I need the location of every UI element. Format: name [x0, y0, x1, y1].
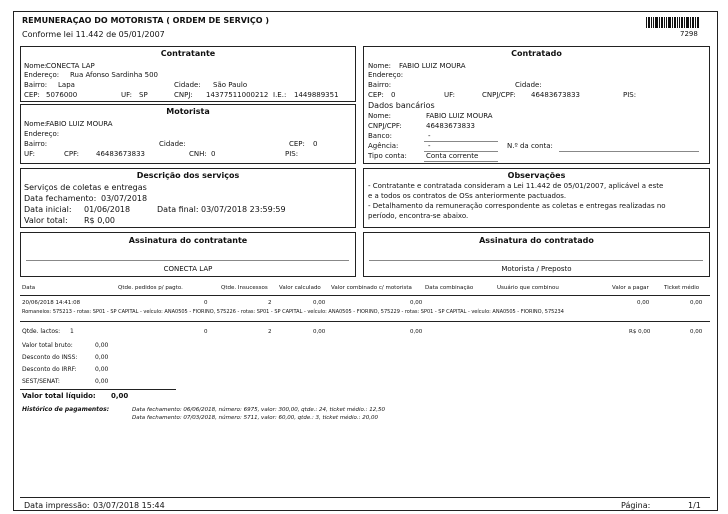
observacoes-heading: Observações — [507, 171, 566, 180]
motorista-cpf-label: CPF: — [64, 150, 79, 158]
contratado-cidade-label: Cidade: — [515, 81, 542, 89]
contratante-cep: 5076000 — [46, 91, 78, 99]
agencia-value: - — [428, 142, 431, 150]
tipo-conta-label: Tipo conta: — [368, 152, 407, 160]
valor-total-value: R$ 0,00 — [84, 216, 116, 225]
motorista-bairro-label: Bairro: — [24, 140, 48, 148]
row-insucessos: 2 — [268, 300, 272, 306]
motorista-cnh-label: CNH: — [189, 150, 207, 158]
bancario-cnpj-label: CNPJ/CPF: — [368, 122, 402, 130]
motorista-cep: 0 — [313, 140, 318, 148]
banco-label: Banco: — [368, 132, 393, 140]
descricao-heading: Descrição dos serviços — [136, 171, 240, 180]
totals-ticket: 0,00 — [690, 329, 703, 335]
data-inicial-value: 01/06/2018 — [84, 205, 131, 214]
assinatura-contratante-line — [26, 260, 349, 261]
banco-underline — [424, 141, 498, 142]
data-impressao-value: 03/07/2018 15:44 — [93, 501, 165, 510]
contratante-bairro: Lapa — [58, 81, 75, 89]
inss-value: 0,00 — [95, 354, 109, 361]
contratante-heading: Contratante — [160, 49, 216, 58]
totals-pedidos: 0 — [204, 329, 208, 335]
inss-label: Desconto do INSS: — [22, 354, 78, 361]
observacao-line-2: e a todos os contratos de OSs anteriormente pactuados. — [368, 192, 567, 200]
col-combinado: Valor combinado c/ motorista — [331, 285, 412, 291]
contratante-bairro-label: Bairro: — [24, 81, 48, 89]
historico-line-2: Data fechamento: 07/03/2018, número: 5711, valor: 60,00, qtde.: 3, ticket médio.: 20,00 — [132, 415, 378, 421]
pagina-value: 1/1 — [688, 501, 701, 510]
contratado-heading: Contratado — [511, 49, 562, 58]
motorista-cpf: 46483673833 — [96, 150, 145, 158]
contratante-ie: 1449889351 — [294, 91, 339, 99]
motorista-pis-label: PIS: — [285, 150, 299, 158]
contratado-cep-label: CEP: — [368, 91, 384, 99]
irrf-value: 0,00 — [95, 366, 109, 373]
assinatura-contratado-line — [369, 260, 703, 261]
contratante-nome-label: Nome: — [24, 62, 48, 70]
contratante-uf-label: UF: — [121, 91, 132, 99]
data-final-value: 03/07/2018 23:59:59 — [201, 205, 286, 214]
contratado-cnpj-cpf-label: CNPJ/CPF: — [482, 91, 516, 99]
bancario-nome-label: Nome: — [368, 112, 392, 120]
conta-label: N.º da conta: — [507, 142, 553, 150]
col-ticket: Ticket médio — [664, 285, 700, 291]
table-row-divider — [20, 321, 710, 322]
row-pedidos: 0 — [204, 300, 208, 306]
pagina-label: Página: — [621, 501, 651, 510]
document-title: REMUNERAÇAO DO MOTORISTA ( ORDEM DE SERVIÇO ) — [22, 16, 270, 25]
contratante-nome: CONECTA LAP — [46, 62, 95, 70]
row-romaneios: Romaneios: 575213 - rotas: SP01 - SP CAPITAL - veículo: ANA0505 - FIORINO, 575226 - rotas: SP01 - SP CAPITAL - veículo: ANA0505 - FIORINO, 575229 - rotas: SP01 - SP CAPITAL - veículo: ANA0505 - FIORINO, 575234 — [22, 309, 564, 315]
assinatura-contratante-heading: Assinatura do contratante — [128, 236, 248, 245]
bruto-label: Valor total bruto: — [22, 342, 73, 349]
footer-divider — [20, 497, 710, 498]
col-usuario: Usuário que combinou — [497, 285, 559, 291]
fechamento-value: 03/07/2018 — [101, 194, 148, 203]
bancario-cnpj: 46483673833 — [426, 122, 475, 130]
motorista-nome: FABIO LUIZ MOURA — [46, 120, 113, 128]
historico-line-1: Data fechamento: 06/06/2018, número: 6975, valor: 300,00, qtde.: 24, ticket médio.: 12,50 — [132, 407, 385, 413]
totals-combinado: 0,00 — [410, 329, 423, 335]
contratante-endereco-label: Endereço: — [24, 71, 60, 79]
document-number: 7298 — [680, 30, 698, 38]
liquido-label: Valor total líquido: — [22, 392, 96, 400]
motorista-cidade-label: Cidade: — [159, 140, 186, 148]
col-data: Data — [22, 285, 36, 291]
assinatura-contratante-name: CONECTA LAP — [163, 265, 213, 273]
contratante-cidade: São Paulo — [213, 81, 248, 89]
sest-label: SEST/SENAT: — [22, 378, 60, 385]
assinatura-contratado-name: Motorista / Preposto — [501, 265, 572, 273]
assinatura-contratado-heading: Assinatura do contratado — [479, 236, 594, 245]
motorista-uf-label: UF: — [24, 150, 35, 158]
contratante-cnpj: 14377511000212 — [206, 91, 269, 99]
tipo-conta-value: Conta corrente — [426, 152, 479, 160]
bancario-nome: FABIO LUIZ MOURA — [426, 112, 493, 120]
historico-label: Histórico de pagamentos: — [22, 406, 110, 413]
motorista-endereco-label: Endereço: — [24, 130, 60, 138]
totals-calculado: 0,00 — [313, 329, 326, 335]
agencia-underline — [424, 151, 498, 152]
motorista-nome-label: Nome: — [24, 120, 48, 128]
contratado-nome-label: Nome: — [368, 62, 392, 70]
servicos-text: Serviços de coletas e entregas — [24, 183, 147, 192]
contratado-pis-label: PIS: — [623, 91, 637, 99]
col-calculado: Valor calculado — [279, 285, 321, 291]
data-impressao-label: Data impressão: — [24, 501, 90, 510]
row-ticket: 0,00 — [690, 300, 703, 306]
bruto-value: 0,00 — [95, 342, 109, 349]
fechamento-label: Data fechamento: — [24, 194, 97, 203]
contratante-uf: SP — [139, 91, 148, 99]
table-header-divider — [20, 295, 710, 296]
tipo-conta-underline — [424, 161, 498, 162]
totals-insucessos: 2 — [268, 329, 272, 335]
banco-value: - — [428, 132, 431, 140]
document-subtitle: Conforme lei 11.442 de 05/01/2007 — [22, 30, 165, 39]
totals-label: Qtde. lactos: — [22, 328, 61, 335]
barcode — [646, 17, 700, 28]
row-calculado: 0,00 — [313, 300, 326, 306]
contratante-endereco: Rua Afonso Sardinha 500 — [70, 71, 159, 79]
summary-divider — [20, 389, 176, 390]
contratante-cep-label: CEP: — [24, 91, 40, 99]
row-pagar: 0,00 — [637, 300, 650, 306]
observacao-line-4: período, encontra-se abaixo. — [368, 212, 469, 220]
contratado-cnpj-cpf: 46483673833 — [531, 91, 580, 99]
contratado-nome: FABIO LUIZ MOURA — [399, 62, 466, 70]
motorista-heading: Motorista — [166, 107, 210, 116]
contratado-cep: 0 — [391, 91, 396, 99]
data-inicial-label: Data inicial: — [24, 205, 72, 214]
conta-underline — [559, 151, 699, 152]
data-final-label: Data final: — [157, 205, 199, 214]
motorista-cnh: 0 — [211, 150, 216, 158]
totals-pagar: R$ 0,00 — [629, 329, 651, 335]
dados-bancarios-heading: Dados bancários — [368, 101, 435, 110]
totals-count: 1 — [70, 328, 74, 335]
irrf-label: Desconto do IRRF: — [22, 366, 77, 373]
row-data: 20/06/2018 14:41:08 — [22, 300, 81, 306]
col-valor-pagar: Valor a pagar — [612, 285, 649, 291]
contratante-cidade-label: Cidade: — [174, 81, 201, 89]
liquido-value: 0,00 — [111, 392, 129, 400]
contratante-cnpj-label: CNPJ: — [174, 91, 193, 99]
row-combinado: 0,00 — [410, 300, 423, 306]
contratado-bairro-label: Bairro: — [368, 81, 392, 89]
col-data-combinacao: Data combinação — [425, 285, 474, 291]
sest-value: 0,00 — [95, 378, 109, 385]
valor-total-label: Valor total: — [24, 216, 68, 225]
col-insucessos: Qtde. Insucessos — [221, 285, 268, 291]
motorista-cep-label: CEP: — [289, 140, 305, 148]
observacao-line-3: - Detalhamento da remuneração correspondente as coletas e entregas realizadas no — [368, 202, 666, 210]
col-pedidos: Qtde. pedidos p/ pagto. — [118, 285, 183, 291]
contratante-ie-label: I.E.: — [273, 91, 287, 99]
observacao-line-1: - Contratante e contratada consideram a Lei 11.442 de 05/01/2007, aplicável a este — [368, 182, 664, 190]
agencia-label: Agência: — [368, 142, 399, 150]
contratado-uf-label: UF: — [444, 91, 455, 99]
contratado-endereco-label: Endereço: — [368, 71, 404, 79]
